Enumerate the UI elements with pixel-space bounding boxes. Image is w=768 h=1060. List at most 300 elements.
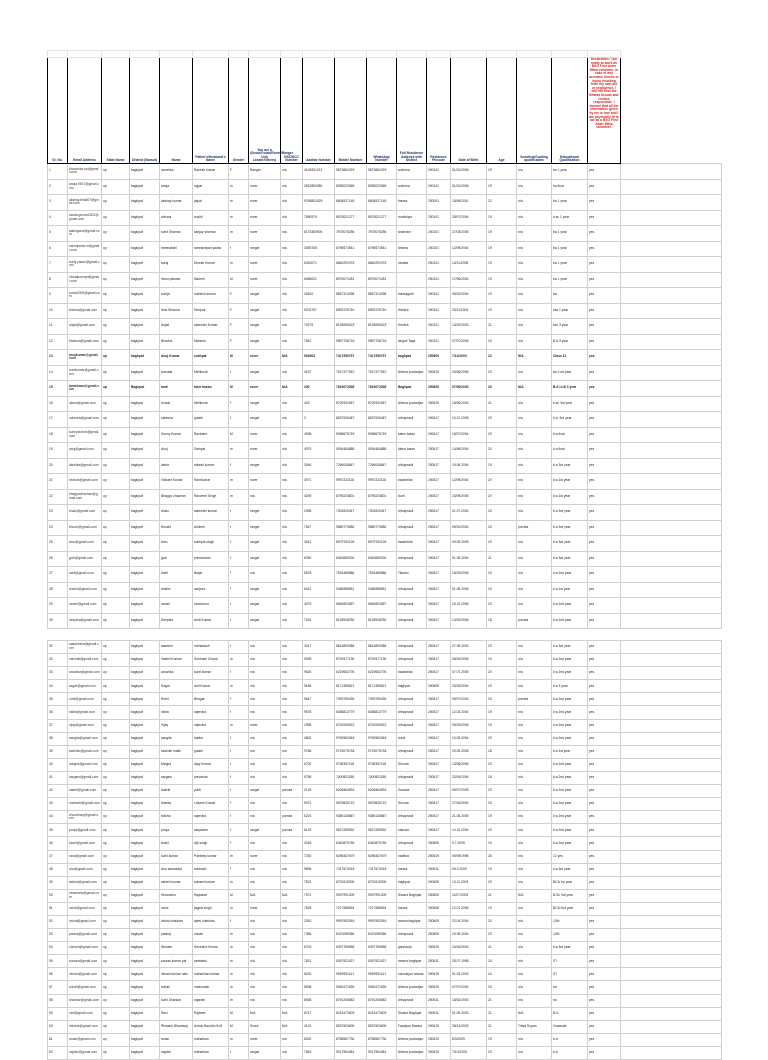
table-row xyxy=(48,929,722,942)
cell-role: ranger xyxy=(249,303,281,319)
cell-note: yes xyxy=(588,272,621,288)
cell-age: 20 xyxy=(487,567,517,583)
cell-father: Balpir xyxy=(193,567,229,583)
cell-state: up xyxy=(102,798,130,811)
cell-aadhar: 403 xyxy=(303,396,335,412)
cell-district: baghpat xyxy=(130,680,160,693)
cell-father: Lokesh Kumar xyxy=(193,798,229,811)
cell-name: kashish malik xyxy=(160,745,193,758)
cell-note xyxy=(621,458,722,474)
cell-role: rover xyxy=(249,474,281,490)
cell-state: up xyxy=(102,876,130,889)
cell-guiding: n/a xyxy=(517,210,552,226)
cell-mobile: 7000821158 xyxy=(335,771,367,784)
table-row xyxy=(48,334,722,350)
cell-role: n/a xyxy=(249,798,281,811)
cell-address: Fazalpur Niwara xyxy=(397,1020,427,1033)
cell-email: surekumar@gmail.com xyxy=(68,365,102,381)
cell-email: aman@gmail.com xyxy=(68,1033,102,1046)
cell-role: ranger xyxy=(249,520,281,536)
cell-mobile: 9063471839 xyxy=(335,981,367,994)
cell-state: up xyxy=(102,381,130,397)
cell-aadhar: 7628 xyxy=(303,902,335,915)
cell-email: ravi@gmail.com xyxy=(68,1007,102,1020)
cell-guiding: N/A xyxy=(517,889,552,902)
cell-email: anuj@gmail.com xyxy=(68,443,102,459)
cell-aadhar: 4079 xyxy=(303,598,335,614)
cell-father: Ravinder xyxy=(193,427,229,443)
cell-note: yes xyxy=(588,915,621,928)
cell-note xyxy=(621,257,722,273)
cell-whatsapp: 9627285952 xyxy=(367,824,397,837)
cell-note xyxy=(621,164,722,180)
cell-age: 18 xyxy=(487,745,517,758)
cell-sn: 53 xyxy=(48,929,68,942)
cell-role: n/a xyxy=(249,771,281,784)
cell-note xyxy=(621,902,722,915)
cell-note xyxy=(621,195,722,211)
cell-email: tanu@gmail.com xyxy=(68,536,102,552)
cell-address: chhaprauli xyxy=(397,598,427,614)
cell-note xyxy=(621,365,722,381)
cell-father: Rajbeer xyxy=(193,1007,229,1020)
cell-pincode: 250617 xyxy=(427,771,451,784)
cell-role: ranger xyxy=(249,396,281,412)
cell-note: yes xyxy=(588,365,621,381)
cell-aadhar: 6316071 xyxy=(303,257,335,273)
cell-guiding: n/a xyxy=(517,164,552,180)
cell-dob: 12/09/2004 xyxy=(451,474,487,490)
cell-district: baghpat xyxy=(130,1007,160,1020)
cell-mobile: 8440879755 xyxy=(335,837,367,850)
cell-state: up xyxy=(102,785,130,798)
cell-note xyxy=(621,732,722,745)
cell-district: baghpat xyxy=(130,319,160,335)
cell-email: nishant@gmail.com xyxy=(68,942,102,955)
cell-father: satender Kumar xyxy=(193,319,229,335)
cell-email: vishal@gmail.com xyxy=(68,915,102,928)
cell-education: b.a 2nd year xyxy=(552,613,588,629)
cell-address: Baghpat xyxy=(397,381,427,397)
cell-guiding: n/a xyxy=(517,824,552,837)
cell-dob: 23/09/2005 xyxy=(451,489,487,505)
cell-role: rover xyxy=(249,257,281,273)
cell-note: yes xyxy=(588,889,621,902)
cell-age: 21 xyxy=(487,319,517,335)
cell-father: prevahan xyxy=(193,771,229,784)
cell-education: b.a 2nd year xyxy=(552,811,588,824)
cell-gender: F xyxy=(229,164,249,180)
cell-district: baghpat xyxy=(130,641,160,654)
cell-nss: n/a xyxy=(281,226,303,242)
cell-education: b.a 2nd year xyxy=(552,771,588,784)
cell-role: ranger xyxy=(249,536,281,552)
cell-education: b.a 2nd year xyxy=(552,598,588,614)
cell-note: yes xyxy=(588,641,621,654)
cell-father: gulabi xyxy=(193,412,229,428)
table-row xyxy=(48,1046,722,1059)
cell-pincode: 250617 xyxy=(427,582,451,598)
cell-whatsapp: 9760983463 xyxy=(367,732,397,745)
cell-gender: F xyxy=(229,303,249,319)
cell-gender: f xyxy=(229,458,249,474)
cell-sn: 36 xyxy=(48,706,68,719)
spreadsheet-page-1 xyxy=(47,50,722,629)
cell-pincode: 250101 xyxy=(427,288,451,304)
cell-sn: 38 xyxy=(48,732,68,745)
cell-nss: n/a xyxy=(281,582,303,598)
cell-note xyxy=(621,811,722,824)
cell-nss: purnea xyxy=(281,785,303,798)
cell-guiding: n/a xyxy=(517,1033,552,1046)
cell-gender: f xyxy=(229,811,249,824)
cell-mobile: 6660291976 xyxy=(335,257,367,273)
cell-age: 20 xyxy=(487,474,517,490)
cell-note xyxy=(621,613,722,629)
cell-email: mamtahi@gmail.com xyxy=(68,798,102,811)
cell-dob: 01.07.2004 xyxy=(451,505,487,521)
table-row xyxy=(48,863,722,876)
cell-gender: f xyxy=(229,613,249,629)
cell-mobile: 8813899388 xyxy=(335,641,367,654)
cell-dob: 9.7.2005 xyxy=(451,837,487,850)
cell-aadhar: 70275 xyxy=(303,319,335,335)
cell-pincode: 250617 xyxy=(427,798,451,811)
cell-father: Rakesh kumar xyxy=(193,164,229,180)
cell-role: N/A xyxy=(249,1007,281,1020)
cell-nss: n/a xyxy=(281,272,303,288)
cell-state: up xyxy=(102,719,130,732)
cell-mobile: 7296006847 xyxy=(335,458,367,474)
table-row xyxy=(48,551,722,567)
cell-gender: M xyxy=(229,1020,249,1033)
cell-education: b.a 3rd year xyxy=(552,536,588,552)
table-row xyxy=(48,319,722,335)
table-row xyxy=(48,288,722,304)
cell-sn: 21 xyxy=(48,474,68,490)
cell-email: shalini@gmail.com xyxy=(68,582,102,598)
cell-email: choudhary@gmail.com xyxy=(68,811,102,824)
cell-father: tahir hasan xyxy=(193,381,229,397)
cell-gender: m xyxy=(229,876,249,889)
cell-father: maharban xyxy=(193,1046,229,1059)
header-dob: Date of Birth xyxy=(451,58,487,164)
cell-note xyxy=(621,863,722,876)
cell-mobile: 8128948250 xyxy=(335,613,367,629)
cell-aadhar: 2998 xyxy=(303,719,335,732)
table-body-2 xyxy=(48,641,722,1060)
cell-father: sushil xyxy=(193,210,229,226)
cell-role: n/a xyxy=(249,915,281,928)
cell-district: baghpat xyxy=(130,551,160,567)
cell-education: ba final xyxy=(552,179,588,195)
cell-dob: 15/06/2003 xyxy=(451,396,487,412)
cell-father: maharban xyxy=(193,1033,229,1046)
cell-aadhar: 5376707 xyxy=(303,303,335,319)
cell-district: baghpat xyxy=(130,929,160,942)
cell-whatsapp: 8953729740 xyxy=(367,303,397,319)
cell-role: Ranger xyxy=(249,164,281,180)
cell-guiding: n/a xyxy=(517,458,552,474)
cell-name: sohit Sharma xyxy=(160,226,193,242)
cell-sn: 50 xyxy=(48,889,68,902)
cell-whatsapp: 9098679749 xyxy=(367,427,397,443)
cell-guiding: n/a xyxy=(517,505,552,521)
cell-district: baghpat xyxy=(130,427,160,443)
cell-whatsapp: 7417955757 xyxy=(367,350,397,366)
cell-nss: n/a xyxy=(281,902,303,915)
cell-aadhar: 3247 xyxy=(303,641,335,654)
cell-mobile: 9098679749 xyxy=(335,427,367,443)
cell-dob: 15/03/2005 xyxy=(451,567,487,583)
cell-note: yes xyxy=(588,505,621,521)
cell-gender: f xyxy=(229,598,249,614)
cell-whatsapp: 9097991405 xyxy=(367,889,397,902)
cell-guiding: n/a xyxy=(517,365,552,381)
cell-guiding: n/a xyxy=(517,798,552,811)
cell-aadhar: 7522 xyxy=(303,876,335,889)
cell-aadhar: 9647 xyxy=(303,693,335,706)
cell-age: 20 xyxy=(487,758,517,771)
cell-dob: 26.3.2005 xyxy=(451,863,487,876)
cell-role: ranger xyxy=(249,551,281,567)
cell-role: n/a xyxy=(249,758,281,771)
cell-email: rakesha@gmail.com xyxy=(68,412,102,428)
cell-education: b.a 1st year xyxy=(552,489,588,505)
cell-sn: 57 xyxy=(48,981,68,994)
cell-education: 12 yes xyxy=(552,850,588,863)
cell-education: b.a 3 year xyxy=(552,680,588,693)
cell-address: chhaprauli xyxy=(397,706,427,719)
cell-name: jyoti xyxy=(160,551,193,567)
cell-sn: 34 xyxy=(48,680,68,693)
cell-aadhar: 4209 xyxy=(303,489,335,505)
cell-pincode: 250619 xyxy=(427,850,451,863)
cell-pincode: 250609 xyxy=(427,915,451,928)
cell-father: Dinesh Kumar xyxy=(193,257,229,273)
cell-dob: 07.07.2005 xyxy=(451,667,487,680)
cell-education: b.a 2nd year xyxy=(552,758,588,771)
cell-nss: n/a xyxy=(281,798,303,811)
cell-name: Anuj Kumar xyxy=(160,350,193,366)
cell-nss: n/a xyxy=(281,667,303,680)
cell-gender: f xyxy=(229,412,249,428)
cell-father: rajpal xyxy=(193,179,229,195)
cell-nss: n/a xyxy=(281,968,303,981)
cell-sn: 47 xyxy=(48,850,68,863)
cell-whatsapp: 9694802897 xyxy=(367,598,397,614)
cell-name: fousat xyxy=(160,396,193,412)
cell-note: yes xyxy=(588,164,621,180)
cell-address: nakoda xyxy=(397,824,427,837)
cell-state: up xyxy=(102,732,130,745)
cell-father: Subhash Chand xyxy=(193,654,229,667)
cell-aadhar: 4122 xyxy=(303,1020,335,1033)
cell-pincode: 250617 xyxy=(427,719,451,732)
cell-mobile: 7534465886 xyxy=(335,567,367,583)
cell-gender: m xyxy=(229,994,249,1007)
cell-address: Kurri xyxy=(397,489,427,505)
cell-note: yes xyxy=(588,994,621,1007)
cell-aadhar: 9072 xyxy=(303,798,335,811)
cell-nss: n/a xyxy=(281,412,303,428)
cell-address: khekra pooladpur xyxy=(397,365,427,381)
cell-email: khushi@gmail.com xyxy=(68,520,102,536)
cell-gender: m xyxy=(229,968,249,981)
table-row xyxy=(48,850,722,863)
cell-dob: 09/07/2003 xyxy=(451,693,487,706)
cell-state: up xyxy=(102,551,130,567)
cell-whatsapp: 9549991141 xyxy=(367,968,397,981)
cell-note: yes xyxy=(588,837,621,850)
cell-father: rambabu xyxy=(193,955,229,968)
cell-name: kushi xyxy=(160,837,193,850)
cell-guiding: n/a xyxy=(517,706,552,719)
cell-email: aakanksha@gmail.com xyxy=(68,641,102,654)
cell-father: sanjeev xyxy=(193,582,229,598)
cell-nss: n/a xyxy=(281,745,303,758)
cell-email: sangita@gmail.com xyxy=(68,732,102,745)
cell-note: yes xyxy=(588,693,621,706)
cell-age: 22 xyxy=(487,195,517,211)
cell-address: chhaprauli xyxy=(397,719,427,732)
cell-district: baghpat xyxy=(130,889,160,902)
cell-aadhar: 8638 xyxy=(303,981,335,994)
cell-district: baghpat xyxy=(130,706,160,719)
cell-whatsapp: 8440879755 xyxy=(367,837,397,850)
cell-mobile: 9549991141 xyxy=(335,968,367,981)
cell-note: yes xyxy=(588,551,621,567)
cell-age: 20 xyxy=(487,536,517,552)
cell-address: chhaprauli xyxy=(397,505,427,521)
cell-state: up xyxy=(102,902,130,915)
cell-address: chhaprauli xyxy=(397,582,427,598)
cell-pincode: 250101 xyxy=(427,334,451,350)
cell-sn: 54 xyxy=(48,942,68,955)
cell-role: ranger xyxy=(249,505,281,521)
cell-sn: 39 xyxy=(48,745,68,758)
cell-guiding: n/a xyxy=(517,582,552,598)
cell-dob: 14/02/2006 xyxy=(451,613,487,629)
cell-note: yes xyxy=(588,226,621,242)
cell-role: ranger xyxy=(249,412,281,428)
cell-guiding: n/a xyxy=(517,412,552,428)
cell-pincode: 250617 xyxy=(427,551,451,567)
cell-pincode: 250617 xyxy=(427,654,451,667)
cell-education: b.a 1st year xyxy=(552,474,588,490)
cell-name: Bhagyo chauhan xyxy=(160,489,193,505)
cell-nss: n/a xyxy=(281,210,303,226)
cell-whatsapp: 9875836722 xyxy=(367,798,397,811)
cell-mobile: 7093755435 xyxy=(335,693,367,706)
header-guiding: Scouting/Guiding qualification xyxy=(517,58,552,164)
cell-email: sagar@gmail.com xyxy=(68,680,102,693)
cell-education: Class 12 xyxy=(552,350,588,366)
cell-address: khekra pooladpur xyxy=(397,1033,427,1046)
cell-sn: 3 xyxy=(48,195,68,211)
cell-nss: N/A xyxy=(281,889,303,902)
cell-education: b.a 2nd year xyxy=(552,719,588,732)
cell-whatsapp: 8135699023 xyxy=(367,319,397,335)
cell-whatsapp: 6791059522 xyxy=(367,719,397,732)
cell-name: akshay kumar xyxy=(160,195,193,211)
cell-note xyxy=(621,334,722,350)
cell-gender: m xyxy=(229,226,249,242)
cell-nss: N/A xyxy=(281,381,303,397)
cell-dob: 22.04.2004 xyxy=(451,915,487,928)
table-row xyxy=(48,520,722,536)
cell-aadhar: 4104901212 xyxy=(303,164,335,180)
cell-pincode: 250617 xyxy=(427,824,451,837)
cell-guiding: n/a xyxy=(517,319,552,335)
cell-gender: m xyxy=(229,719,249,732)
table-row xyxy=(48,412,722,428)
cell-district: baghpat xyxy=(130,994,160,1007)
header-age: Age xyxy=(487,58,517,164)
cell-pincode: 250617 xyxy=(427,706,451,719)
cell-whatsapp: 8567313098 xyxy=(367,288,397,304)
cell-pincode: 250619 xyxy=(427,1033,451,1046)
cell-age: 20 xyxy=(487,641,517,654)
cell-state: up xyxy=(102,929,130,942)
cell-education: bsc 3 year xyxy=(552,319,588,335)
cell-pincode: 250101 xyxy=(427,226,451,242)
cell-role: ranger xyxy=(249,319,281,335)
cell-age: 20 xyxy=(487,680,517,693)
cell-note: yes xyxy=(588,706,621,719)
cell-pincode: 250617 xyxy=(427,427,451,443)
cell-address: baghpat xyxy=(397,680,427,693)
cell-role: n/a xyxy=(249,942,281,955)
cell-guiding: n/a xyxy=(517,942,552,955)
cell-sn: 9 xyxy=(48,288,68,304)
cell-email: aakriti@gmail.com xyxy=(68,785,102,798)
cell-mobile: 9094484888 xyxy=(335,443,367,459)
cell-guiding: n/a xyxy=(517,876,552,889)
cell-sn: 22 xyxy=(48,489,68,505)
cell-gender: m xyxy=(229,489,249,505)
cell-note xyxy=(621,1046,722,1059)
cell-state: up xyxy=(102,505,130,521)
cell-father: Mehboob xyxy=(193,396,229,412)
cell-gender: M xyxy=(229,427,249,443)
cell-education: b.a 3rd year xyxy=(552,505,588,521)
cell-age: 20 xyxy=(487,915,517,928)
cell-dob: 10.07.2005 xyxy=(451,412,487,428)
cell-address: ramala xyxy=(397,257,427,273)
cell-guiding: n/a xyxy=(517,536,552,552)
cell-district: baghpat xyxy=(130,758,160,771)
cell-nss: n/a xyxy=(281,179,303,195)
cell-dob: 8/3/2005 xyxy=(451,1033,487,1046)
cell-dob: 7/10/2005 xyxy=(451,1046,487,1059)
cell-email: anjali@gmail.com xyxy=(68,319,102,335)
cell-education: b.a 2nd year xyxy=(552,567,588,583)
cell-email: bhagyachauhan@gmail.com xyxy=(68,489,102,505)
cell-gender: f xyxy=(229,365,249,381)
cell-pincode: 250617 xyxy=(427,758,451,771)
table-row xyxy=(48,226,722,242)
cell-aadhar: 9095 xyxy=(303,654,335,667)
table-row xyxy=(48,489,722,505)
cell-dob: 14/06/2004 xyxy=(451,443,487,459)
cell-address: Sisana Baghpat xyxy=(397,889,427,902)
cell-pincode: 250611 xyxy=(427,955,451,968)
cell-dob: 01.08.2005 xyxy=(451,582,487,598)
cell-district: baghpat xyxy=(130,458,160,474)
cell-name: vishu panwar xyxy=(160,272,193,288)
table-row xyxy=(48,567,722,583)
